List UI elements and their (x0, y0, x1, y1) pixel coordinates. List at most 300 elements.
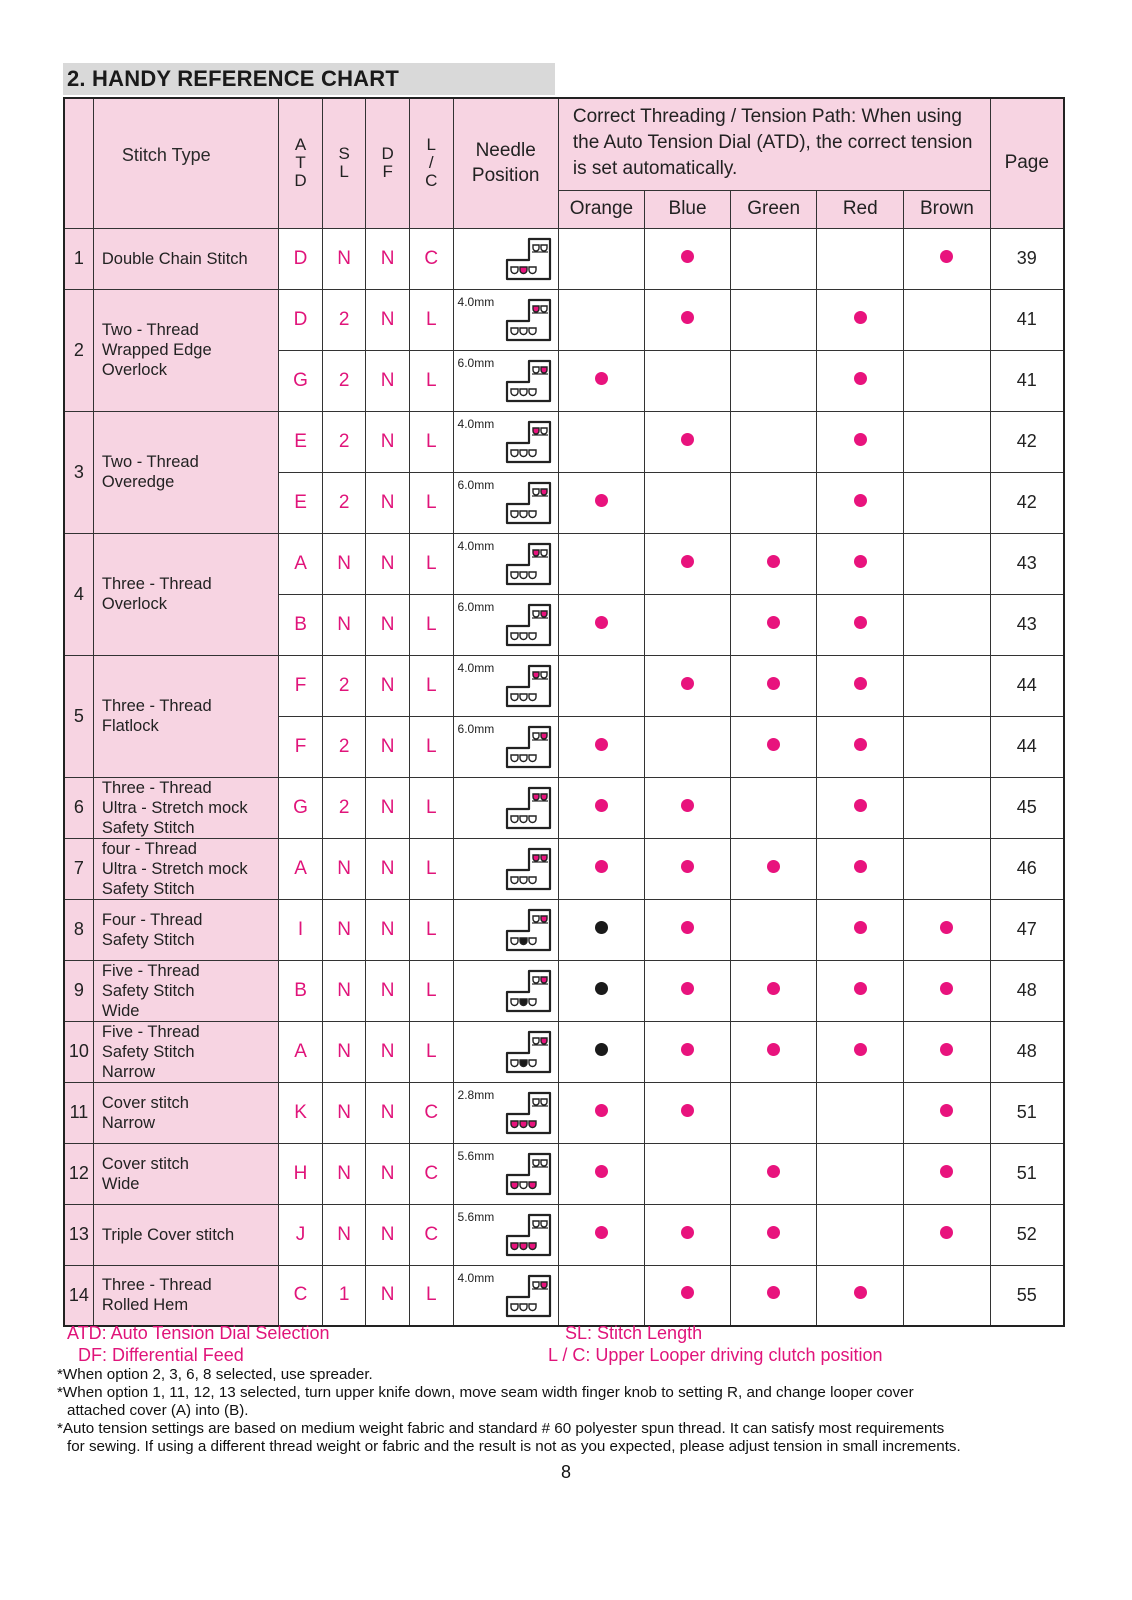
red-thread-dot (854, 1286, 867, 1299)
stitch-name-line: Cover stitch (101, 1093, 189, 1112)
green-thread-cell (731, 1021, 817, 1082)
stitch-name-line: Overlock (101, 361, 167, 379)
stitch-number: 10 (64, 1021, 93, 1082)
orange-header: Orange (558, 190, 644, 228)
red-thread-cell (817, 594, 904, 655)
brown-header: Brown (904, 190, 990, 228)
atd-value: E (279, 472, 323, 533)
note-tension-line1: *Auto tension settings are based on medium weight fabric and standard # 60 polyester spun thread. It can satisfy most requirements (57, 1420, 945, 1437)
brown-thread-cell (904, 1204, 990, 1265)
table-row (64, 838, 1064, 899)
stitch-name-line: Four - Thread (101, 910, 203, 929)
green-thread-dot (767, 982, 780, 995)
brown-thread-cell (904, 350, 990, 411)
brown-thread-cell (904, 1265, 990, 1326)
needle-position-cell (453, 1143, 558, 1204)
page-ref: 48 (990, 1021, 1064, 1082)
green-thread-cell (731, 594, 817, 655)
sl-value: N (322, 838, 366, 899)
page-ref: 44 (990, 655, 1064, 716)
needle-position-cell (453, 899, 558, 960)
df-value: N (366, 1082, 410, 1143)
sl-value: N (322, 1021, 366, 1082)
page-ref: 55 (990, 1265, 1064, 1326)
red-thread-dot (854, 616, 867, 629)
needle-position-cell (453, 1265, 558, 1326)
green-thread-dot (767, 555, 780, 568)
needle-position-icon (504, 1272, 554, 1320)
blue-thread-dot (681, 250, 694, 263)
needle-position-cell (453, 1021, 558, 1082)
table-row (64, 1265, 1064, 1326)
needle-position-icon (504, 1089, 554, 1137)
orange-thread-cell (558, 960, 644, 1021)
df-value: N (366, 1021, 410, 1082)
atd-value: F (279, 655, 323, 716)
green-thread-dot (767, 616, 780, 629)
stitch-type-name (93, 1082, 278, 1143)
orange-thread-cell (558, 838, 644, 899)
orange-thread-dot (595, 1165, 608, 1178)
df-value: N (366, 960, 410, 1021)
lc-value: L (409, 899, 453, 960)
blue-thread-cell (644, 289, 730, 350)
brown-thread-cell (904, 655, 990, 716)
red-thread-cell (817, 411, 904, 472)
stitch-number: 3 (64, 411, 93, 533)
needle-position-icon (504, 906, 554, 954)
sl-value: N (322, 899, 366, 960)
stitch-type-name (93, 411, 278, 533)
needle-width-label: 4.0mm (457, 294, 495, 309)
stitch-name-line: Two - Thread (101, 453, 199, 471)
stitch-type-name (93, 960, 278, 1021)
needle-position-icon (504, 845, 554, 893)
brown-thread-cell (904, 960, 990, 1021)
needle-position-cell (453, 289, 558, 350)
blue-thread-dot (681, 555, 694, 568)
needle-width-label: 6.0mm (457, 721, 495, 736)
df-value: N (366, 655, 410, 716)
sl-value: 2 (322, 655, 366, 716)
page-ref: 42 (990, 411, 1064, 472)
red-thread-dot (854, 799, 867, 812)
sl-header-letter: L (339, 162, 349, 182)
brown-thread-cell (904, 289, 990, 350)
lc-value: C (409, 1204, 453, 1265)
stitch-name-line: Wrapped Edge (101, 341, 212, 359)
table-row (64, 1143, 1064, 1204)
orange-thread-dot (595, 860, 608, 873)
page-ref: 52 (990, 1204, 1064, 1265)
page-ref: 41 (990, 289, 1064, 350)
orange-thread-dot (595, 738, 608, 751)
blue-thread-dot (681, 982, 694, 995)
brown-thread-dot (940, 1043, 953, 1056)
lc-value: C (409, 228, 453, 289)
red-thread-cell (817, 655, 904, 716)
table-row (64, 411, 1064, 472)
blue-thread-dot (681, 799, 694, 812)
stitch-name-line: Two - Thread (101, 321, 199, 339)
sl-value: 2 (322, 289, 366, 350)
sl-value: 2 (322, 777, 366, 838)
stitch-name-line: Narrow (101, 1113, 156, 1132)
df-value: N (366, 777, 410, 838)
needle-position-cell (453, 228, 558, 289)
df-value: N (366, 350, 410, 411)
note-spreader: *When option 2, 3, 6, 8 selected, use spreader. (57, 1366, 373, 1383)
blue-thread-dot (681, 860, 694, 873)
table-row (64, 655, 1064, 716)
page-ref: 51 (990, 1143, 1064, 1204)
brown-thread-cell (904, 716, 990, 777)
stitch-name-line: Double Chain Stitch (101, 249, 248, 268)
red-header: Red (817, 190, 904, 228)
lc-value: L (409, 777, 453, 838)
blue-thread-dot (681, 1286, 694, 1299)
orange-thread-cell (558, 228, 644, 289)
stitch-number: 8 (64, 899, 93, 960)
lc-value: L (409, 411, 453, 472)
stitch-name-line: Five - Thread (101, 1022, 200, 1041)
atd-value: G (279, 350, 323, 411)
stitch-name-line: Safety Stitch (101, 981, 195, 1000)
green-thread-dot (767, 677, 780, 690)
brown-thread-dot (940, 1104, 953, 1117)
green-thread-cell (731, 228, 817, 289)
lc-value: L (409, 960, 453, 1021)
df-value: N (366, 1265, 410, 1326)
sl-value: N (322, 1082, 366, 1143)
stitch-number: 6 (64, 777, 93, 838)
blue-thread-cell (644, 716, 730, 777)
needle-position-icon (504, 601, 554, 649)
df-value: N (366, 1143, 410, 1204)
stitch-name-line: Ultra - Stretch mock (101, 859, 248, 878)
atd-value: H (279, 1143, 323, 1204)
green-thread-dot (767, 1165, 780, 1178)
page-ref: 46 (990, 838, 1064, 899)
lc-value: L (409, 594, 453, 655)
df-value: N (366, 411, 410, 472)
legend-df: DF: Differential Feed (78, 1345, 244, 1365)
sl-value: 1 (322, 1265, 366, 1326)
atd-value: G (279, 777, 323, 838)
sl-value: N (322, 228, 366, 289)
page-ref: 48 (990, 960, 1064, 1021)
green-thread-cell (731, 1265, 817, 1326)
stitch-name-line: Triple Cover stitch (101, 1225, 235, 1244)
legend-sl: SL: Stitch Length (565, 1323, 703, 1343)
needle-header-line1: Needle (475, 140, 536, 162)
atd-value: A (279, 533, 323, 594)
needle-width-label: 5.6mm (457, 1209, 495, 1224)
green-thread-cell (731, 411, 817, 472)
green-thread-cell (731, 716, 817, 777)
stitch-name-line: Wide (101, 1174, 140, 1193)
table-row (64, 777, 1064, 838)
needle-width-label: 6.0mm (457, 477, 495, 492)
red-thread-dot (854, 555, 867, 568)
brown-thread-cell (904, 1021, 990, 1082)
brown-thread-cell (904, 594, 990, 655)
orange-thread-dot (595, 1104, 608, 1117)
blue-thread-cell (644, 411, 730, 472)
stitch-name-line: Cover stitch (101, 1154, 189, 1173)
stitch-name-line: Narrow (101, 1062, 156, 1081)
green-thread-cell (731, 838, 817, 899)
note-tension-line2: for sewing. If using a different thread weight or fabric and the result is not as you expected, please adjust tension in small increments. (67, 1438, 961, 1455)
section-title-bar (63, 63, 555, 95)
lc-value: L (409, 838, 453, 899)
needle-position-icon (504, 1028, 554, 1076)
table-row (64, 899, 1064, 960)
blue-thread-cell (644, 777, 730, 838)
brown-thread-cell (904, 533, 990, 594)
red-thread-cell (817, 838, 904, 899)
brown-thread-cell (904, 838, 990, 899)
stitch-name-line: Safety Stitch (101, 930, 195, 949)
red-thread-dot (854, 921, 867, 934)
red-thread-cell (817, 1204, 904, 1265)
stitch-name-line: Overedge (101, 473, 175, 491)
needle-position-cell (453, 411, 558, 472)
page-ref: 43 (990, 533, 1064, 594)
green-thread-cell (731, 533, 817, 594)
note-knife (57, 1384, 1117, 1420)
orange-thread-dot (595, 799, 608, 812)
orange-thread-cell (558, 777, 644, 838)
table-row (64, 1021, 1064, 1082)
needle-width-label: 4.0mm (457, 416, 495, 431)
atd-value: I (279, 899, 323, 960)
df-value: N (366, 289, 410, 350)
orange-thread-dot (595, 1043, 608, 1056)
red-thread-cell (817, 228, 904, 289)
lc-value: L (409, 1021, 453, 1082)
atd-value: C (279, 1265, 323, 1326)
blue-thread-cell (644, 960, 730, 1021)
lc-value: L (409, 1265, 453, 1326)
needle-position-icon (504, 1211, 554, 1259)
stitch-name-line: Safety Stitch (101, 818, 195, 837)
needle-position-icon (504, 723, 554, 771)
blue-thread-cell (644, 1021, 730, 1082)
needle-position-icon (504, 540, 554, 588)
section-title: 2. HANDY REFERENCE CHART (67, 66, 399, 91)
needle-position-header (453, 98, 558, 228)
blue-thread-cell (644, 1143, 730, 1204)
green-thread-cell (731, 350, 817, 411)
green-thread-cell (731, 1204, 817, 1265)
brown-thread-dot (940, 921, 953, 934)
blue-thread-cell (644, 350, 730, 411)
stitch-number: 4 (64, 533, 93, 655)
stitch-number: 7 (64, 838, 93, 899)
lc-value: L (409, 655, 453, 716)
red-thread-cell (817, 899, 904, 960)
green-thread-dot (767, 860, 780, 873)
orange-thread-cell (558, 594, 644, 655)
stitch-name-line: Three - Thread (101, 778, 212, 797)
brown-thread-cell (904, 472, 990, 533)
page-ref: 43 (990, 594, 1064, 655)
needle-position-cell (453, 838, 558, 899)
needle-position-icon (504, 479, 554, 527)
threading-path-header: Correct Threading / Tension Path: When using the Auto Tension Dial (ATD), the correct tension is set automatically. (558, 98, 990, 190)
sl-value: N (322, 960, 366, 1021)
green-thread-dot (767, 1043, 780, 1056)
stitch-name-line: Safety Stitch (101, 879, 195, 898)
table-row (64, 1204, 1064, 1265)
orange-thread-cell (558, 1204, 644, 1265)
stitch-type-name (93, 777, 278, 838)
atd-header (279, 98, 323, 228)
atd-value: B (279, 960, 323, 1021)
brown-thread-cell (904, 777, 990, 838)
stitch-type-name (93, 655, 278, 777)
red-thread-dot (854, 738, 867, 751)
brown-thread-dot (940, 250, 953, 263)
stitch-number: 5 (64, 655, 93, 777)
stitch-name-line: Three - Thread (101, 575, 212, 593)
stitch-type-header: Stitch Type (93, 98, 278, 228)
stitch-type-name (93, 1021, 278, 1082)
table-row (64, 289, 1064, 350)
stitch-type-name (93, 289, 278, 411)
table-row (64, 1082, 1064, 1143)
blue-thread-cell (644, 838, 730, 899)
atd-value: A (279, 1021, 323, 1082)
needle-header-line2: Position (471, 165, 540, 187)
brown-thread-dot (940, 982, 953, 995)
blue-thread-cell (644, 1204, 730, 1265)
green-thread-cell (731, 289, 817, 350)
df-header-letter: F (382, 162, 393, 182)
page-ref: 42 (990, 472, 1064, 533)
page-header: Page (990, 98, 1064, 228)
stitch-name-line: Overlock (101, 595, 167, 613)
green-thread-dot (767, 1286, 780, 1299)
df-value: N (366, 838, 410, 899)
page-ref: 44 (990, 716, 1064, 777)
needle-position-cell (453, 1204, 558, 1265)
atd-value: A (279, 838, 323, 899)
df-value: N (366, 716, 410, 777)
atd-value: D (279, 289, 323, 350)
page-ref: 51 (990, 1082, 1064, 1143)
page-ref: 47 (990, 899, 1064, 960)
needle-position-icon (504, 662, 554, 710)
orange-thread-dot (595, 1226, 608, 1239)
stitch-number: 11 (64, 1082, 93, 1143)
needle-position-icon (504, 296, 554, 344)
red-thread-cell (817, 716, 904, 777)
stitch-number: 14 (64, 1265, 93, 1326)
red-thread-cell (817, 350, 904, 411)
stitch-type-name (93, 533, 278, 655)
atd-value: D (279, 228, 323, 289)
green-thread-cell (731, 899, 817, 960)
needle-width-label: 4.0mm (457, 538, 495, 553)
needle-position-cell (453, 350, 558, 411)
red-thread-cell (817, 289, 904, 350)
needle-position-icon (504, 1150, 554, 1198)
stitch-type-name (93, 899, 278, 960)
reference-chart-table (63, 97, 1065, 1327)
brown-thread-dot (940, 1165, 953, 1178)
brown-thread-cell (904, 228, 990, 289)
table-row (64, 960, 1064, 1021)
orange-thread-cell (558, 411, 644, 472)
orange-thread-dot (595, 616, 608, 629)
needle-width-label: 2.8mm (457, 1087, 495, 1102)
red-thread-dot (854, 494, 867, 507)
stitch-name-line: Ultra - Stretch mock (101, 798, 248, 817)
needle-position-cell (453, 655, 558, 716)
lc-header-letter: L (426, 135, 436, 155)
green-thread-cell (731, 1143, 817, 1204)
orange-thread-dot (595, 372, 608, 385)
red-thread-cell (817, 472, 904, 533)
blue-thread-cell (644, 228, 730, 289)
orange-thread-cell (558, 1082, 644, 1143)
needle-width-label: 4.0mm (457, 1270, 495, 1285)
stitch-number: 2 (64, 289, 93, 411)
orange-thread-cell (558, 1143, 644, 1204)
sl-value: N (322, 533, 366, 594)
lc-value: L (409, 533, 453, 594)
legend-atd: ATD: Auto Tension Dial Selection (67, 1323, 330, 1343)
lc-value: L (409, 716, 453, 777)
page-number: 8 (560, 1462, 571, 1482)
green-thread-cell (731, 655, 817, 716)
needle-width-label: 6.0mm (457, 355, 495, 370)
sl-value: 2 (322, 716, 366, 777)
atd-value: E (279, 411, 323, 472)
stitch-number: 13 (64, 1204, 93, 1265)
df-value: N (366, 899, 410, 960)
atd-value: B (279, 594, 323, 655)
needle-position-cell (453, 533, 558, 594)
lc-header (409, 98, 453, 228)
note-knife-line1: *When option 1, 11, 12, 13 selected, turn upper knife down, move seam width finger knob to setting R, and change looper cover (57, 1384, 914, 1401)
needle-position-cell (453, 472, 558, 533)
needle-position-cell (453, 777, 558, 838)
df-header-letter: D (381, 144, 394, 164)
orange-thread-dot (595, 921, 608, 934)
stitch-type-name (93, 1204, 278, 1265)
needle-position-cell (453, 960, 558, 1021)
needle-position-cell (453, 1082, 558, 1143)
atd-value: J (279, 1204, 323, 1265)
lc-value: L (409, 350, 453, 411)
blue-thread-dot (681, 311, 694, 324)
stitch-name-line: Three - Thread (101, 1276, 212, 1295)
blue-thread-dot (681, 1226, 694, 1239)
blue-thread-dot (681, 921, 694, 934)
stitch-name-line: Five - Thread (101, 961, 200, 980)
needle-width-label: 6.0mm (457, 599, 495, 614)
red-thread-cell (817, 533, 904, 594)
orange-thread-cell (558, 1021, 644, 1082)
df-value: N (366, 533, 410, 594)
blue-thread-cell (644, 594, 730, 655)
sl-header-letter: S (338, 144, 350, 164)
stitch-type-name (93, 1265, 278, 1326)
green-thread-cell (731, 472, 817, 533)
